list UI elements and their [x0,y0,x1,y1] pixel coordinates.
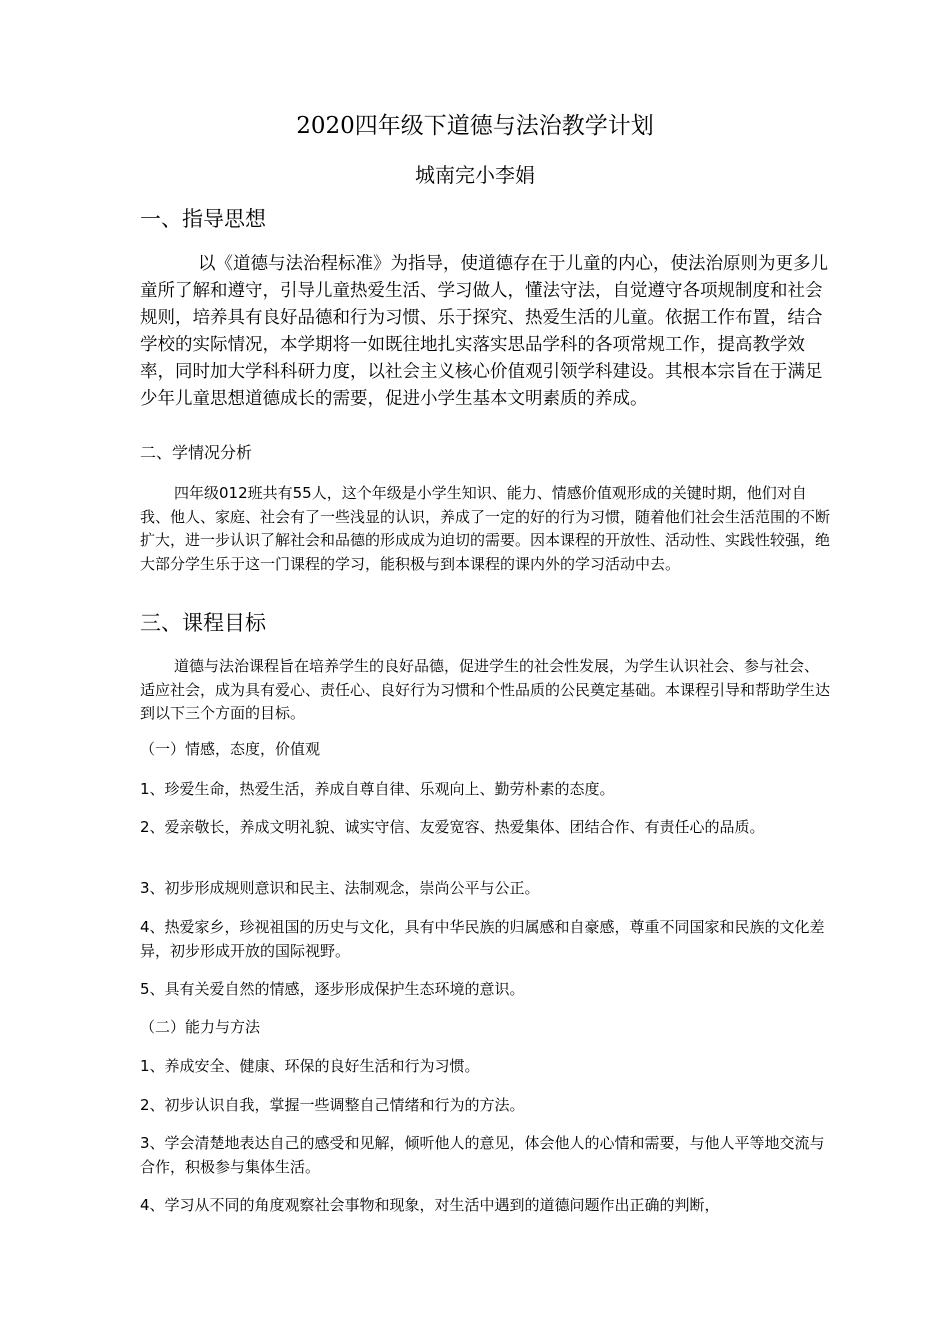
section-paragraph-student-analysis: 四年级012班共有55人，这个年级是小学生知识、能力、情感价值观形成的关键时期，他们对自我、他人、家庭、社会有了一些浅显的认识，养成了一定的好的行为习惯，随着他们社会生活范围的不断扩大，进一步认识了解社会和品德的形成成为迫切的需要。因本课程的开放性、活动性、实践性较强，绝大部分学生乐于这一门课程的学习，能积极与到本课程的课内外的学习活动中去。 [140,484,831,573]
list-item: 1、养成安全、健康、环保的良好生活和行为习惯。 [140,1057,480,1075]
subheading-ability-method: （二）能力与方法 [140,1018,261,1036]
section-heading-student-analysis: 二、学情况分析 [140,443,253,462]
subheading-emotion-attitude-values: （一）情感，态度，价值观 [140,740,321,758]
list-item: 2、初步认识自我，掌握一些调整自己情绪和行为的方法。 [140,1096,525,1114]
section-heading-guiding-ideology: 一、指导思想 [140,207,266,231]
document-author: 城南完小李娟 [415,163,535,187]
section-paragraph-guiding-ideology: 以《道德与法治程标准》为指导，使道德存在于儿童的内心，使法治原则为更多儿童所了解和遵守，引导儿童热爱生活、学习做人，懂法守法，自觉遵守各项规制度和社会规则，培养具有良好品德和行为习惯、乐于探究、热爱生活的儿童。依据工作布置，结合学校的实际情况，本学期将一如既往地扎实落实思品学科的各项常规工作，提高教学效率，同时加大学科科研力度，以社会主义核心价值观引领学科建设。其根本宗旨在于满足少年儿童思想道德成长的需要，促进小学生基本文明素质的养成。 [140,254,828,409]
list-item: 3、初步形成规则意识和民主、法制观念，崇尚公平与公正。 [140,879,540,897]
list-item: 5、具有关爱自然的情感，逐步形成保护生态环境的意识。 [140,980,525,998]
list-item: 1、珍爱生命，热爱生活，养成自尊自律、乐观向上、勤劳朴素的态度。 [140,780,615,798]
list-item: 4、学习从不同的角度观察社会事物和现象，对生活中遇到的道德问题作出正确的判断， [140,1196,720,1214]
list-item: 4、热爱家乡，珍视祖国的历史与文化，具有中华民族的归属感和自豪感，尊重不同国家和民族的文化差异，初步形成开放的国际视野。 [140,918,825,960]
section-paragraph-course-goals: 道德与法治课程旨在培养学生的良好品德，促进学生的社会性发展，为学生认识社会、参与社会、适应社会，成为具有爱心、责任心、良好行为习惯和个性品质的公民奠定基础。本课程引导和帮助学生达到以下三个方面的目标。 [140,657,831,722]
section-heading-course-goals: 三、课程目标 [140,611,266,635]
document-title: 2020四年级下道德与法治教学计划 [296,113,654,139]
list-item: 2、爱亲敬长，养成文明礼貌、诚实守信、友爱宽容、热爱集体、团结合作、有责任心的品质。 [140,818,765,836]
list-item: 3、学会清楚地表达自己的感受和见解，倾听他人的意见，体会他人的心情和需要，与他人平等地交流与合作，积极参与集体生活。 [140,1134,825,1176]
